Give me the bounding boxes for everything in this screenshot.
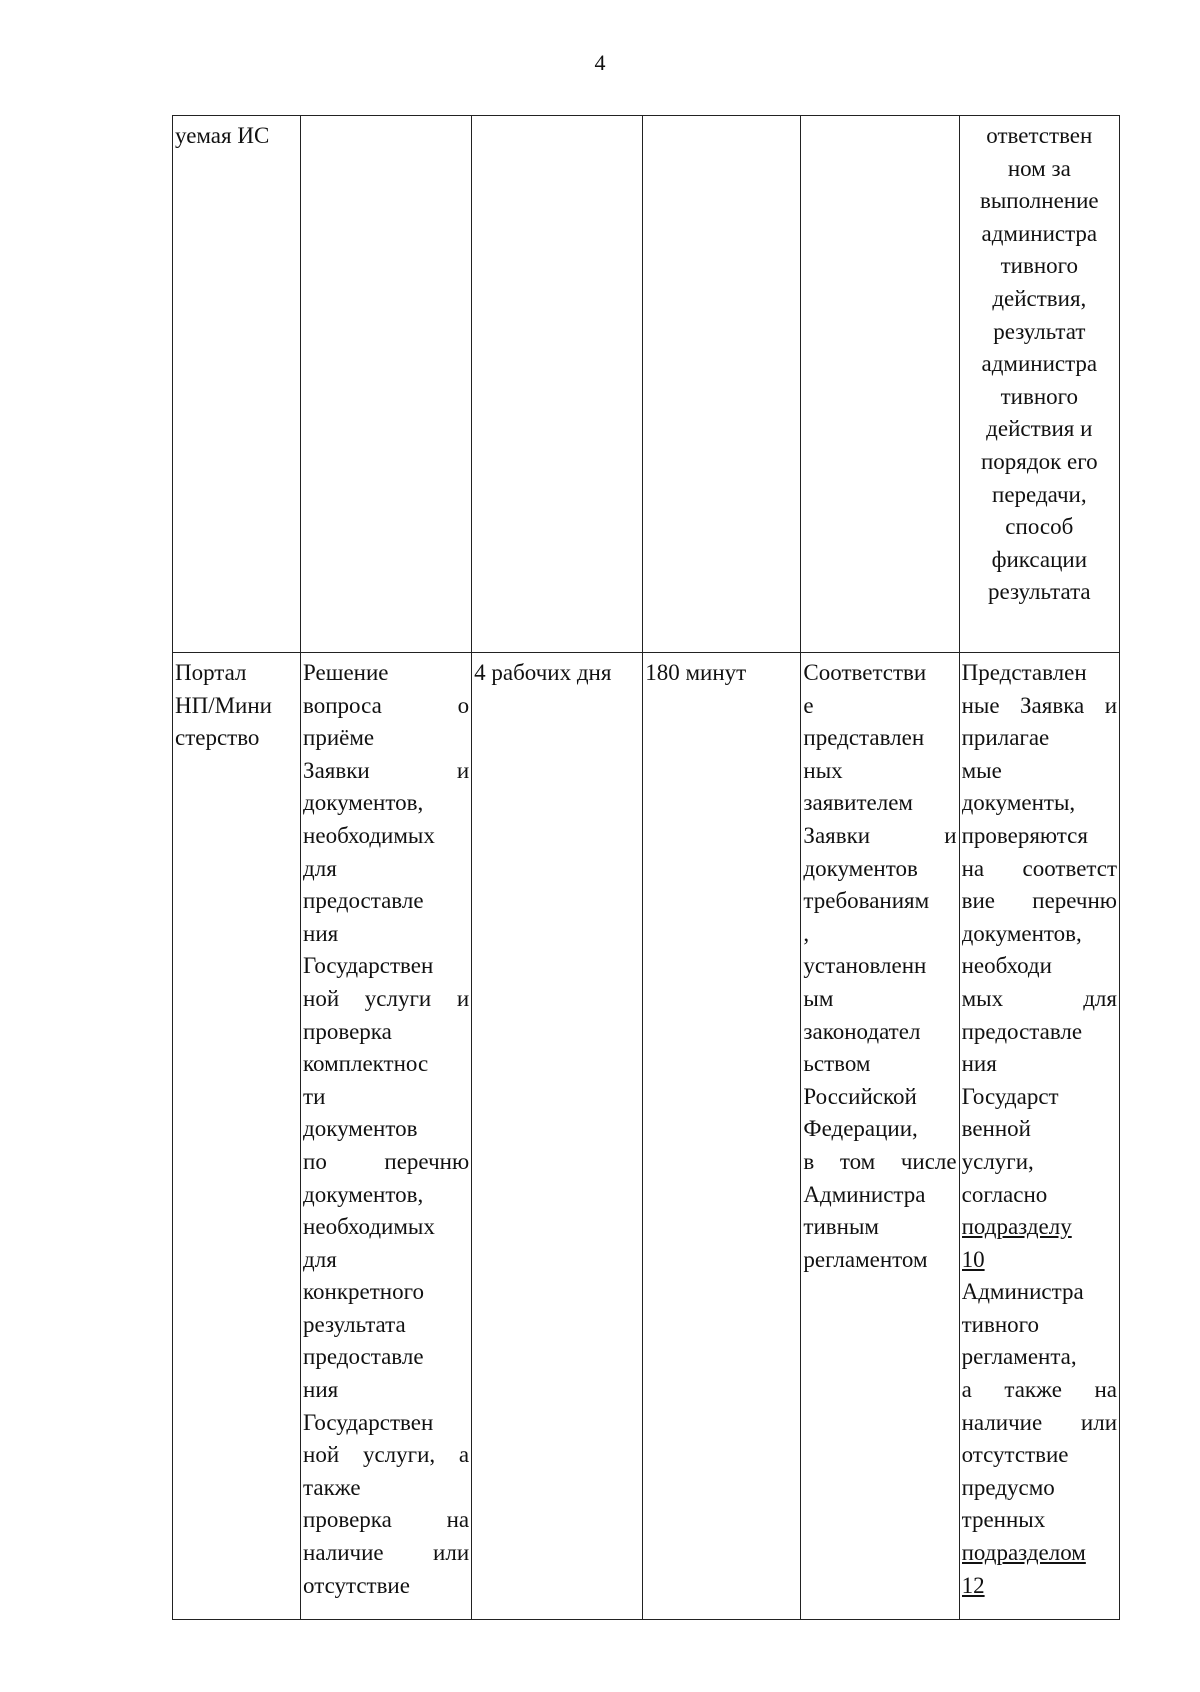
cell-text-line: выполнение xyxy=(979,188,1099,214)
cell-text-line: заявителем xyxy=(803,790,913,816)
cell-text-line: регламентом xyxy=(803,1246,928,1272)
cell-text-line: документов, xyxy=(961,920,1082,946)
cell-text-line: ти xyxy=(303,1083,326,1109)
table-row-continuation xyxy=(173,116,1120,653)
cell-text-line: для xyxy=(303,1246,337,1272)
cell-text-line: тивным xyxy=(803,1214,879,1240)
cell-text-line: администра xyxy=(981,220,1098,246)
cell-text-line: ответствен xyxy=(986,123,1093,148)
cell-text-line: установленн xyxy=(803,953,927,979)
cell-text-line: Администра xyxy=(961,1279,1084,1305)
cell-text-line: вие перечню xyxy=(961,888,1117,914)
cell-text-line: приёме xyxy=(303,725,375,751)
cell-result xyxy=(959,653,1119,1620)
cell-text-line: е xyxy=(803,692,814,718)
cell-text-line: тивного xyxy=(1000,383,1078,409)
cell-text-line: на соответст xyxy=(961,855,1117,881)
cell-text-line: Заявки и xyxy=(803,822,957,848)
cell-text-line: необходимых xyxy=(303,822,435,848)
cell-text-line: 4 рабочих дня xyxy=(474,660,612,685)
cell-text-line: ым xyxy=(803,985,834,1011)
cell-text-line: регламента, xyxy=(961,1344,1077,1370)
cell-text-line: тивного xyxy=(961,1311,1039,1337)
cell-text-line: Государствен xyxy=(303,953,434,979)
cell-text-line: документов, xyxy=(303,1181,424,1207)
cell-text-line: подразделу xyxy=(961,1214,1072,1240)
cell-text-line: тренных xyxy=(961,1507,1046,1533)
cell-text-line: прилагае xyxy=(961,725,1050,751)
cell-text-line: стерство xyxy=(175,725,260,751)
cell-text-line: 12 xyxy=(961,1572,985,1598)
cell-criteria xyxy=(801,116,959,653)
cell-text-line: результата xyxy=(987,579,1091,605)
cell-text-line: вопроса о xyxy=(303,692,470,718)
cell-text-line: ной услуги и xyxy=(303,985,470,1011)
cell-text-line: подразделом xyxy=(961,1540,1086,1566)
cell-text-line: а также на xyxy=(961,1377,1117,1403)
cell-term xyxy=(472,116,643,653)
cell-result xyxy=(959,116,1119,653)
cell-term xyxy=(472,653,643,1620)
cell-text-line: представлен xyxy=(803,725,925,751)
cell-text-line: документов, xyxy=(303,790,424,816)
cell-text-line: 10 xyxy=(961,1246,985,1272)
cell-text-line: тивного xyxy=(1000,253,1078,279)
cell-text-line: предоставле xyxy=(303,888,424,914)
cell-text-line: по перечню xyxy=(303,1148,470,1174)
cell-text-line: документов xyxy=(803,855,918,881)
cell-text-line: ные Заявка и xyxy=(961,692,1117,718)
regulation-table xyxy=(172,115,1120,1620)
cell-text-line: предоставле xyxy=(961,1018,1083,1044)
cell-text-line: Государст xyxy=(961,1083,1059,1109)
cell-text-line: необходи xyxy=(961,953,1052,979)
cell-text-line: ния xyxy=(303,1377,339,1403)
cell-text-line: необходимых xyxy=(303,1214,435,1240)
cell-text-line: проверяются xyxy=(961,822,1088,848)
cell-text-line: для xyxy=(303,855,337,881)
cell-text-line: мых для xyxy=(961,985,1117,1011)
cell-text-line: Федерации, xyxy=(803,1116,918,1142)
cell-criteria xyxy=(801,653,959,1620)
cell-system xyxy=(173,116,301,653)
cell-text-line: венной xyxy=(961,1116,1031,1142)
cell-text-line: отсутствие xyxy=(303,1572,410,1598)
cell-text-line: уемая ИС xyxy=(175,123,270,148)
cell-text-line: в том числе xyxy=(803,1148,957,1174)
cell-text-line: 180 минут xyxy=(645,660,747,685)
cell-text-line: ных xyxy=(803,757,843,783)
cell-text-line: результата xyxy=(303,1311,406,1337)
cell-labor xyxy=(643,116,801,653)
table-row xyxy=(173,653,1120,1620)
cell-text-line: документов xyxy=(303,1116,418,1142)
cell-text-line: предусмо xyxy=(961,1474,1055,1500)
cell-text-line: проверка xyxy=(303,1018,392,1044)
cell-text-line: администра xyxy=(981,351,1098,377)
cell-text-line: документы, xyxy=(961,790,1076,816)
cell-text-line: ния xyxy=(961,1051,997,1077)
cell-text-line: ной услуги, а xyxy=(303,1442,470,1468)
cell-text-line: законодател xyxy=(803,1018,921,1044)
cell-text-line: действия, xyxy=(992,285,1087,311)
cell-text-line: ьством xyxy=(803,1051,871,1077)
cell-text-line: порядок его xyxy=(981,448,1098,474)
cell-text-line: Администра xyxy=(803,1181,926,1207)
cell-text-line: действия и xyxy=(986,416,1093,442)
cell-labor xyxy=(643,653,801,1620)
cell-text-line: ния xyxy=(303,920,339,946)
cell-text-line: также xyxy=(303,1474,361,1500)
cell-text-line: наличие или xyxy=(961,1409,1117,1435)
cell-text-line: НП/Мини xyxy=(175,692,272,718)
cell-text-line: услуги, xyxy=(961,1148,1034,1174)
cell-text-line: Заявки и xyxy=(303,757,470,783)
cell-text-line: Представлен xyxy=(961,660,1087,685)
cell-text-line: комплектнос xyxy=(303,1051,429,1077)
cell-action xyxy=(301,116,472,653)
cell-text-line: Российской xyxy=(803,1083,917,1109)
cell-text-line: Соответстви xyxy=(803,660,927,685)
cell-text-line: проверка на xyxy=(303,1507,470,1533)
cell-text-line: наличие или xyxy=(303,1540,470,1566)
cell-text-line: Государствен xyxy=(303,1409,434,1435)
cell-text-line: фиксации xyxy=(991,546,1088,572)
cell-text-line: , xyxy=(803,920,810,946)
cell-text-line: предоставле xyxy=(303,1344,424,1370)
cell-text-line: способ xyxy=(1005,514,1074,540)
cell-text-line: Портал xyxy=(175,660,247,685)
page-number: 4 xyxy=(594,50,606,75)
cell-action xyxy=(301,653,472,1620)
cell-text-line: отсутствие xyxy=(961,1442,1069,1468)
cell-text-line: конкретного xyxy=(303,1279,424,1305)
cell-text-line: ном за xyxy=(1007,155,1071,181)
cell-text-line: требованиям xyxy=(803,888,930,914)
cell-text-line: передачи, xyxy=(992,481,1087,507)
cell-text-line: результат xyxy=(993,318,1086,344)
cell-text-line: мые xyxy=(961,757,1002,783)
cell-text-line: согласно xyxy=(961,1181,1048,1207)
cell-system xyxy=(173,653,301,1620)
cell-text-line: Решение xyxy=(303,660,389,685)
